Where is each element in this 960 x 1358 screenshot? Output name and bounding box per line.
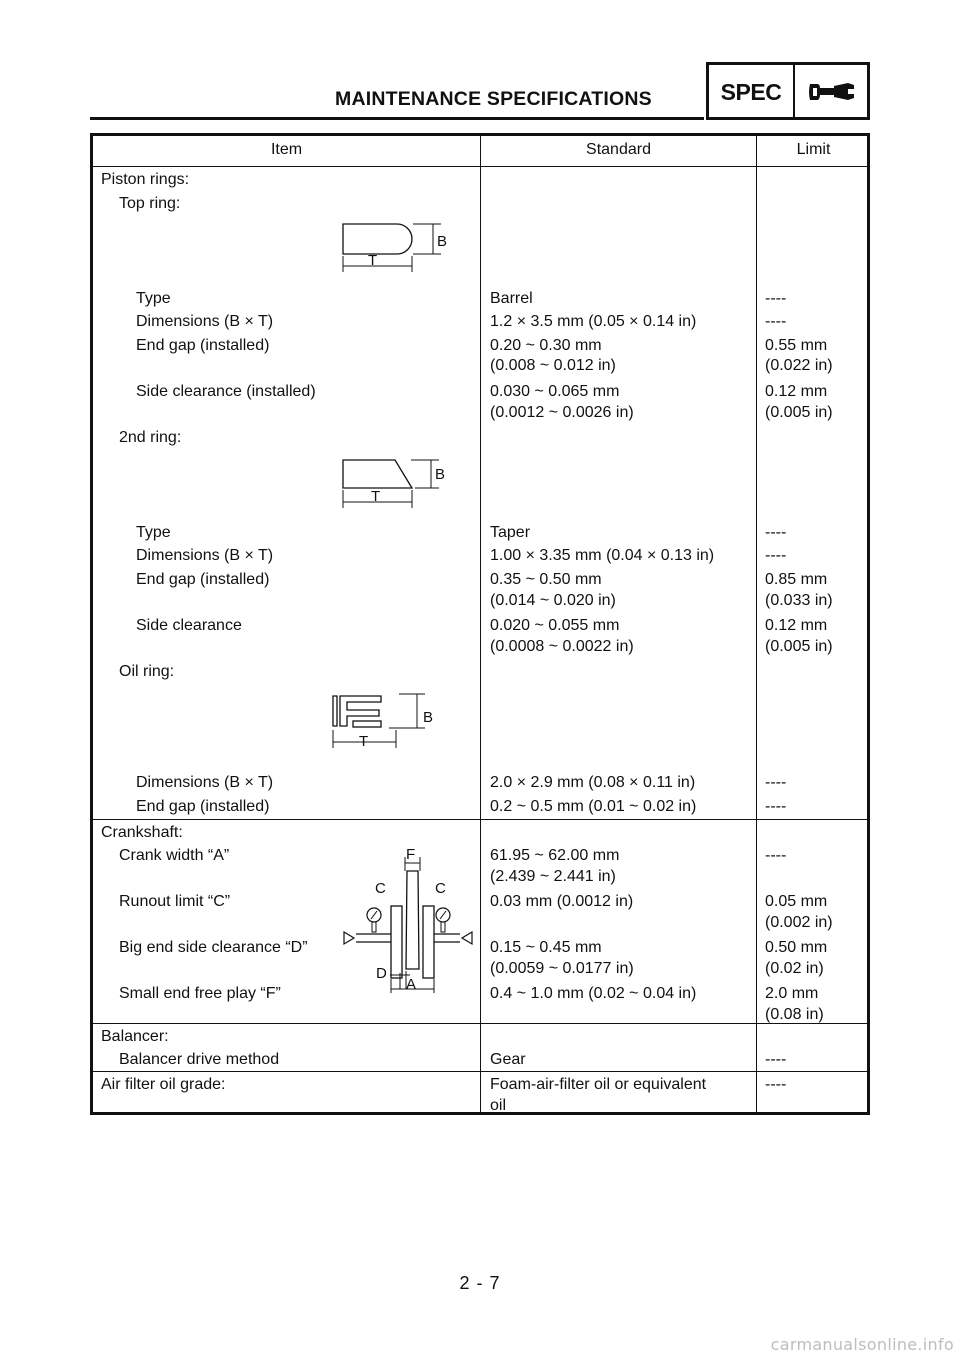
- top-ring-end-gap-item: End gap (installed): [136, 337, 270, 354]
- section-label: SPEC: [709, 65, 795, 117]
- top-ring-side-clearance-limit: 0.12 mm: [765, 383, 828, 400]
- crank-width-standard-in: (2.439 ~ 2.441 in): [490, 868, 616, 885]
- second-ring-dimensions-item: Dimensions (B × T): [136, 547, 274, 564]
- second-ring-side-clearance-standard: 0.020 ~ 0.055 mm: [490, 617, 620, 634]
- big-end-clearance-standard: 0.15 ~ 0.45 mm: [490, 939, 602, 956]
- second-ring-side-clearance-limit-in: (0.005 in): [765, 638, 833, 655]
- oil-ring-dimensions-limit: ----: [765, 774, 787, 791]
- air-filter-oil-item: Air filter oil grade:: [101, 1076, 226, 1093]
- top-ring-end-gap-limit-in: (0.022 in): [765, 357, 833, 374]
- row-divider: [93, 819, 867, 820]
- balancer-drive-standard: Gear: [490, 1051, 526, 1068]
- wrench-icon: [795, 65, 867, 117]
- oil-ring-diagram: [323, 686, 453, 756]
- row-divider: [93, 1071, 867, 1072]
- air-filter-oil-standard: Foam-air-filter oil or equivalent: [490, 1076, 707, 1093]
- row-divider: [93, 1023, 867, 1024]
- big-end-clearance-limit: 0.50 mm: [765, 939, 828, 956]
- column-divider: [480, 136, 481, 1112]
- page-number: 2 - 7: [459, 1273, 501, 1293]
- column-header-limit: Limit: [796, 141, 831, 158]
- second-ring-type-item: Type: [136, 524, 171, 541]
- column-header-item: Item: [270, 141, 303, 158]
- top-ring-label-t: T: [368, 252, 378, 269]
- runout-limit-item: Runout limit “C”: [119, 893, 231, 910]
- top-ring-type-limit: ----: [765, 290, 787, 307]
- top-ring-side-clearance-standard-in: (0.0012 ~ 0.0026 in): [490, 404, 634, 421]
- small-end-play-standard: 0.4 ~ 1.0 mm (0.02 ~ 0.04 in): [490, 985, 697, 1002]
- crank-width-standard: 61.95 ~ 62.00 mm: [490, 847, 620, 864]
- oil-ring-end-gap-standard: 0.2 ~ 0.5 mm (0.01 ~ 0.02 in): [490, 798, 697, 815]
- top-ring-diagram: [333, 214, 453, 274]
- air-filter-oil-limit: ----: [765, 1076, 787, 1093]
- crankshaft-label-a: A: [406, 976, 417, 993]
- second-ring-end-gap-limit-in: (0.033 in): [765, 592, 833, 609]
- section-heading-crankshaft: Crankshaft:: [101, 824, 183, 841]
- crankshaft-label-d: D: [376, 965, 387, 982]
- top-ring-side-clearance-standard: 0.030 ~ 0.065 mm: [490, 383, 620, 400]
- crank-width-item: Crank width “A”: [119, 847, 230, 864]
- section-tab: [706, 62, 870, 120]
- oil-ring-dimensions-standard: 2.0 × 2.9 mm (0.08 × 0.11 in): [490, 774, 696, 791]
- runout-limit-limit-in: (0.002 in): [765, 914, 833, 931]
- section-heading-piston-rings: Piston rings:: [101, 171, 190, 188]
- top-ring-dimensions-limit: ----: [765, 313, 787, 330]
- oil-ring-label-b: B: [423, 709, 434, 726]
- second-ring-dimensions-standard: 1.00 × 3.35 mm (0.04 × 0.13 in): [490, 547, 715, 564]
- big-end-clearance-item: Big end side clearance “D”: [119, 939, 308, 956]
- air-filter-oil-standard-cont: oil: [490, 1097, 507, 1114]
- header-rule: [90, 117, 704, 120]
- crankshaft-label-c-left: C: [375, 880, 386, 897]
- top-ring-type-item: Type: [136, 290, 171, 307]
- top-ring-end-gap-standard-in: (0.008 ~ 0.012 in): [490, 357, 616, 374]
- second-ring-type-limit: ----: [765, 524, 787, 541]
- big-end-clearance-limit-in: (0.02 in): [765, 960, 824, 977]
- top-ring-dimensions-item: Dimensions (B × T): [136, 313, 274, 330]
- crankshaft-label-f: F: [406, 846, 416, 863]
- balancer-drive-item: Balancer drive method: [119, 1051, 280, 1068]
- small-end-play-limit: 2.0 mm: [765, 985, 819, 1002]
- small-end-play-limit-in: (0.08 in): [765, 1006, 824, 1023]
- watermark: carmanualsonline.info: [770, 1335, 954, 1354]
- subsection-second-ring: 2nd ring:: [119, 429, 182, 446]
- header-row-divider: [93, 166, 867, 167]
- top-ring-dimensions-standard: 1.2 × 3.5 mm (0.05 × 0.14 in): [490, 313, 697, 330]
- top-ring-end-gap-limit: 0.55 mm: [765, 337, 828, 354]
- top-ring-type-standard: Barrel: [490, 290, 533, 307]
- spec-table: [90, 133, 870, 1115]
- crankshaft-label-c-right: C: [435, 880, 446, 897]
- oil-ring-end-gap-limit: ----: [765, 798, 787, 815]
- top-ring-side-clearance-item: Side clearance (installed): [136, 383, 316, 400]
- oil-ring-label-t: T: [359, 733, 369, 750]
- second-ring-side-clearance-limit: 0.12 mm: [765, 617, 828, 634]
- top-ring-side-clearance-limit-in: (0.005 in): [765, 404, 833, 421]
- top-ring-end-gap-standard: 0.20 ~ 0.30 mm: [490, 337, 602, 354]
- second-ring-end-gap-limit: 0.85 mm: [765, 571, 828, 588]
- second-ring-end-gap-item: End gap (installed): [136, 571, 270, 588]
- subsection-oil-ring: Oil ring:: [119, 663, 175, 680]
- second-ring-type-standard: Taper: [490, 524, 531, 541]
- second-ring-label-t: T: [371, 488, 381, 505]
- second-ring-side-clearance-item: Side clearance: [136, 617, 242, 634]
- column-header-standard: Standard: [586, 141, 651, 158]
- second-ring-end-gap-standard: 0.35 ~ 0.50 mm: [490, 571, 602, 588]
- crank-width-limit: ----: [765, 847, 787, 864]
- balancer-drive-limit: ----: [765, 1051, 787, 1068]
- column-divider: [756, 136, 757, 1112]
- oil-ring-dimensions-item: Dimensions (B × T): [136, 774, 274, 791]
- small-end-play-item: Small end free play “F”: [119, 985, 281, 1002]
- second-ring-end-gap-standard-in: (0.014 ~ 0.020 in): [490, 592, 616, 609]
- section-heading-balancer: Balancer:: [101, 1028, 169, 1045]
- second-ring-label-b: B: [435, 466, 446, 483]
- second-ring-side-clearance-standard-in: (0.0008 ~ 0.0022 in): [490, 638, 634, 655]
- second-ring-dimensions-limit: ----: [765, 547, 787, 564]
- runout-limit-limit: 0.05 mm: [765, 893, 828, 910]
- big-end-clearance-standard-in: (0.0059 ~ 0.0177 in): [490, 960, 634, 977]
- top-ring-label-b: B: [437, 233, 448, 250]
- page-title: MAINTENANCE SPECIFICATIONS: [335, 88, 652, 110]
- subsection-top-ring: Top ring:: [119, 195, 181, 212]
- oil-ring-end-gap-item: End gap (installed): [136, 798, 270, 815]
- runout-limit-standard: 0.03 mm (0.0012 in): [490, 893, 634, 910]
